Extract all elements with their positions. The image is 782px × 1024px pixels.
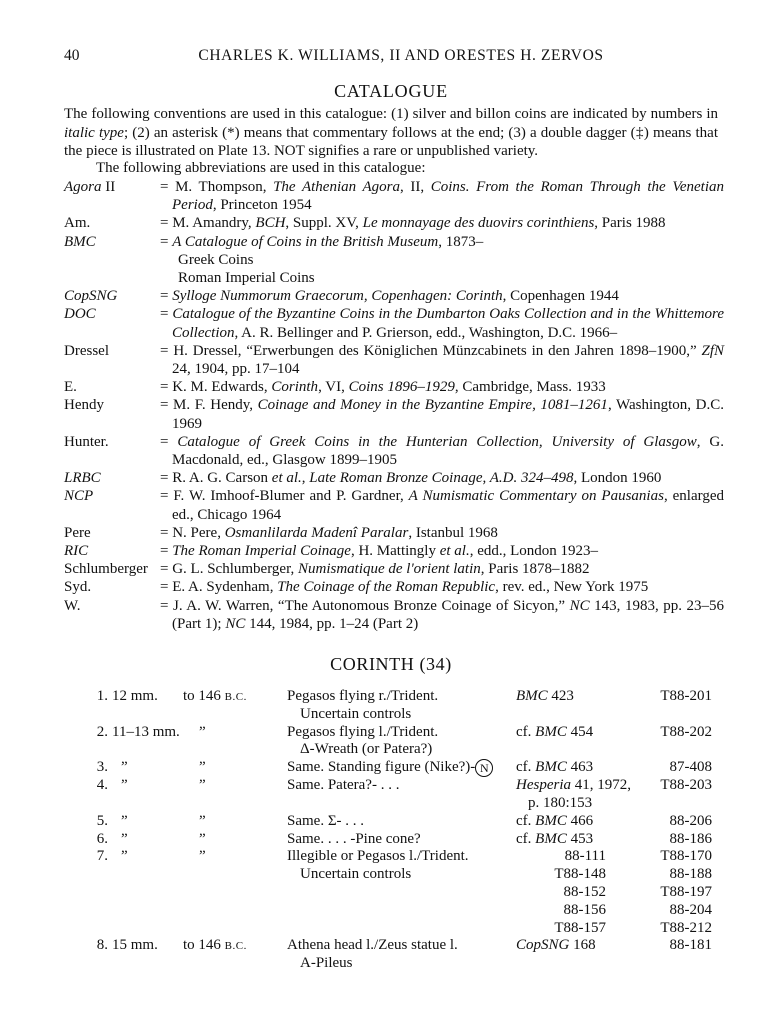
abbr-key: NCP	[64, 488, 94, 505]
coin-reference: T88-148	[554, 866, 606, 883]
coin-number: 6.	[96, 830, 108, 847]
abbr-key: Pere	[64, 524, 91, 541]
abbr-value: = E. A. Sydenham, The Coinage of the Roman Republic, rev. ed., New York 1975	[160, 579, 649, 596]
abbr-key: W.	[64, 597, 81, 614]
abbr-entry-dressel	[64, 342, 724, 378]
coin-date-ditto: ”	[199, 848, 206, 865]
coin-description: Same. Σ- . . .	[287, 812, 365, 829]
coin-reference: cf. BMC 453	[516, 830, 594, 847]
coin-size: 12 mm.	[112, 688, 158, 704]
coin-reference: cf. BMC 463	[516, 759, 594, 776]
coin-inventory: T88-212	[660, 919, 712, 936]
coin-reference: 88-152	[563, 883, 606, 900]
abbr-entry-pere	[64, 524, 724, 542]
coin-number: 7.	[96, 848, 108, 865]
coin-reference: CopSNG 168	[516, 937, 596, 954]
coin-size-ditto: ”	[121, 777, 128, 794]
abbr-subitem: Roman Imperial Coins	[178, 270, 315, 287]
coin-inventory: 88-206	[669, 812, 712, 829]
abbr-key: BMC	[64, 233, 96, 250]
coin-inventory: T88-202	[660, 723, 712, 740]
abbr-entry-schlumberger	[64, 560, 724, 578]
coin-inventory: 88-186	[669, 830, 712, 847]
abbr-key: LRBC	[64, 470, 101, 487]
abbr-entry-bmc	[64, 233, 724, 288]
coin-reference: cf. BMC 454	[516, 723, 594, 740]
abbr-entry-doc	[64, 305, 724, 341]
abbr-key: E.	[64, 379, 77, 396]
coin-inventory: 88-181	[669, 937, 712, 954]
coin-number: 2.	[96, 723, 108, 740]
coin-description: Pegasos flying r./Trident. Uncertain controls	[287, 688, 439, 722]
abbreviations-intro: The following abbreviations are used in this catalogue:	[96, 160, 426, 176]
abbr-key: Agora II	[64, 179, 116, 195]
coin-number: 1.	[96, 688, 108, 704]
coin-size-ditto: ”	[121, 830, 128, 847]
abbr-key: Syd.	[64, 579, 92, 596]
abbr-key: Dressel	[64, 342, 109, 359]
abbr-value: = F. W. Imhoof-Blumer and P. Gardner, A Numismatic Commentary on Pausanias, enlarged ed., Chicago 1964	[160, 488, 724, 523]
abbr-entry-ncp	[64, 487, 724, 523]
coin-date-ditto: ”	[199, 723, 206, 740]
catalogue-heading: CATALOGUE	[334, 81, 448, 101]
conventions-paragraph: The following conventions are used in this catalogue: (1) silver and billon coins are indicated by numbers in italic type; (2) an asterisk (*) means that commentary follows at the end; (3) a double dagger (‡) means that the piece is illustrated on Plate 13. NOT signifies a rare or unpublished variety.	[64, 106, 718, 159]
abbr-key: Hunter.	[64, 433, 109, 450]
coin-reference: 88-156	[563, 901, 606, 918]
abbr-value: = A Catalogue of Coins in the British Museum, 1873–	[160, 233, 484, 250]
coin-reference: BMC 423	[516, 688, 574, 704]
coin-size-ditto: ”	[121, 812, 128, 829]
abbr-entry-lrbc	[64, 469, 724, 487]
coin-reference: T88-157	[554, 919, 606, 936]
abbr-value: = N. Pere, Osmanlilarda Madenî Paralar, Istanbul 1968	[160, 524, 498, 541]
coin-inventory: T88-201	[660, 688, 712, 704]
coin-number: 8.	[96, 937, 108, 954]
abbr-value: = R. A. G. Carson et al., Late Roman Bronze Coinage, A.D. 324–498, London 1960	[160, 470, 662, 487]
coin-inventory: T88-170	[660, 848, 712, 865]
coin-size: 11–13 mm.	[112, 723, 180, 740]
coin-size: 15 mm.	[112, 937, 158, 954]
coin-inventory: T88-197	[660, 883, 712, 900]
coin-inventory-list	[660, 848, 712, 937]
abbr-key: Schlumberger	[64, 561, 148, 578]
coin-date-ditto: ”	[199, 777, 206, 794]
abbr-key: Hendy	[64, 397, 104, 414]
coin-entry-7	[0, 848, 782, 937]
coin-number: 4.	[96, 777, 108, 794]
coin-entry-1	[0, 688, 782, 724]
coin-entry-8	[0, 937, 782, 973]
abbr-value: = M. Amandry, BCH, Suppl. XV, Le monnayage des duovirs corinthiens, Paris 1988	[160, 215, 666, 232]
coin-entry-3	[0, 759, 782, 777]
coin-entry-2	[0, 724, 782, 760]
abbreviations-list	[64, 178, 724, 633]
coin-description: Athena head l./Zeus statue l. A-Pileus	[287, 937, 458, 972]
abbr-value: = Catalogue of the Byzantine Coins in the Dumbarton Oaks Collection and in the Whittemore Collection, A. R. Bellinger and P. Grierson, edd., Washington, D.C. 1966–	[160, 306, 724, 341]
coin-inventory: 87-408	[669, 759, 712, 776]
abbr-key: RIC	[64, 543, 89, 560]
coin-number: 3.	[96, 759, 108, 776]
coin-size-ditto: ”	[121, 848, 128, 865]
coin-entry-4	[0, 777, 782, 813]
abbr-key: DOC	[64, 306, 96, 323]
abbr-entry-copsng	[64, 287, 724, 305]
coin-description: Same. Standing figure (Nike?)- N	[287, 759, 512, 777]
coin-reference: 88-111	[564, 848, 606, 865]
running-head	[64, 47, 718, 67]
coin-inventory: T88-203	[660, 777, 712, 794]
coin-entry-5	[0, 813, 782, 831]
abbr-entry-am	[64, 214, 724, 232]
coin-description: Same. . . . -Pine cone?	[287, 830, 421, 847]
abbr-value: = J. A. W. Warren, “The Autonomous Bronze Coinage of Sicyon,” NC 143, 1983, pp. 23–56 (Part 1); NC 144, 1984, pp. 1–24 (Part 2)	[160, 597, 724, 632]
coin-inventory: 88-188	[669, 866, 712, 883]
coin-reference: Hesperia 41, 1972, p. 180:153	[516, 777, 631, 811]
coin-description: Pegasos flying l./Trident. Δ-Wreath (or Patera?)	[287, 723, 439, 758]
circled-n-mark: N	[475, 759, 493, 777]
abbr-entry-w	[64, 597, 724, 633]
abbr-value: = K. M. Edwards, Corinth, VI, Coins 1896–1929, Cambridge, Mass. 1933	[160, 379, 606, 396]
abbr-value: = Catalogue of Greek Coins in the Hunterian Collection, University of Glasgow, G. Macdonald, ed., Glasgow 1899–1905	[160, 433, 724, 469]
coin-date-ditto: ”	[199, 759, 206, 776]
abbr-entry-hendy	[64, 396, 724, 432]
coin-date-ditto: ”	[199, 812, 206, 829]
abbr-value: = M. Thompson, The Athenian Agora, II, Coins. From the Roman Through the Venetian Period, Princeton 1954	[160, 179, 724, 214]
abbr-subitem: Greek Coins	[178, 251, 254, 268]
abbr-value: = M. F. Hendy, Coinage and Money in the Byzantine Empire, 1081–1261, Washington, D.C. 1969	[160, 397, 724, 432]
coin-description: Same. Patera?- . . .	[287, 777, 400, 794]
running-head-authors: CHARLES K. WILLIAMS, II AND ORESTES H. ZERVOS	[198, 47, 604, 64]
abbr-value: = The Roman Imperial Coinage, H. Mattingly et al., edd., London 1923–	[160, 543, 599, 560]
abbr-entry-e	[64, 378, 724, 396]
coin-reference-list	[516, 848, 606, 937]
coin-date: to 146 B.C.	[183, 937, 247, 954]
page-number: 40	[64, 47, 80, 64]
abbr-value: = Sylloge Nummorum Graecorum, Copenhagen: Corinth, Copenhagen 1944	[160, 288, 619, 305]
coin-size-ditto: ”	[121, 759, 128, 776]
coin-date-ditto: ”	[199, 830, 206, 847]
coin-date: to 146 B.C.	[183, 688, 247, 704]
coin-inventory: 88-204	[669, 901, 712, 918]
coin-catalogue	[0, 688, 782, 973]
coin-reference: cf. BMC 466	[516, 812, 594, 829]
abbr-value: = G. L. Schlumberger, Numismatique de l'orient latin, Paris 1878–1882	[160, 561, 590, 578]
abbr-value: = H. Dressel, “Erwerbungen des Königlichen Münzcabinets in den Jahren 1898–1900,” ZfN 24, 1904, pp. 17–104	[160, 342, 724, 378]
corinth-heading: CORINTH (34)	[330, 654, 452, 674]
abbr-entry-agora	[64, 178, 724, 214]
abbr-entry-ric	[64, 542, 724, 560]
coin-number: 5.	[96, 812, 108, 829]
abbr-entry-hunter	[64, 433, 724, 469]
coin-entry-6	[0, 831, 782, 849]
abbr-key: CopSNG	[64, 288, 118, 305]
coin-description: Illegible or Pegasos l./Trident. Uncertain controls	[287, 848, 469, 883]
abbr-entry-syd	[64, 578, 724, 596]
abbr-key: Am.	[64, 215, 91, 232]
